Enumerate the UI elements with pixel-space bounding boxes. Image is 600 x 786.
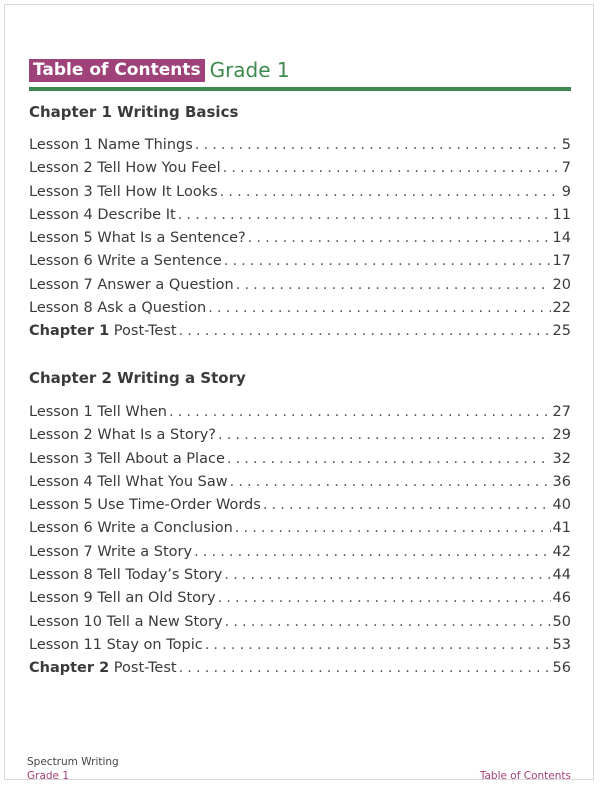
footer-section-name: Table of Contents: [479, 770, 571, 782]
leader-dots: [218, 424, 551, 447]
entry-title: Lesson 8 Ask a Question: [29, 300, 207, 317]
entry-page: 46: [552, 590, 571, 607]
leader-dots: [230, 471, 551, 494]
chapter-2-entries: [29, 401, 571, 681]
chapter-label: Chapter 2: [29, 660, 110, 677]
entry-page: 42: [552, 543, 571, 560]
entry-page: 9: [561, 183, 571, 200]
posttest-label: Post-Test: [109, 323, 177, 340]
entry-page: 20: [552, 276, 571, 293]
leader-dots: [223, 157, 560, 180]
entry-title: Lesson 6 Write a Conclusion: [29, 520, 233, 537]
toc-entry: [29, 424, 571, 447]
entry-page: 41: [552, 520, 571, 537]
toc-title-box: Table of Contents: [29, 59, 205, 82]
entry-page: 7: [561, 160, 571, 177]
entry-title: Lesson 4 Tell What You Saw: [29, 473, 228, 490]
toc-entry: [29, 134, 571, 157]
entry-title: Lesson 3 Tell How It Looks: [29, 183, 218, 200]
entry-page: 40: [552, 497, 571, 514]
chapter-label: Chapter 1: [29, 323, 110, 340]
leader-dots: [178, 204, 551, 227]
entry-page: 14: [552, 230, 571, 247]
leader-dots: [179, 320, 551, 343]
entry-title: Lesson 7 Answer a Question: [29, 276, 234, 293]
entry-title: Lesson 4 Describe It: [29, 206, 176, 223]
entry-title: Lesson 1 Name Things: [29, 137, 193, 153]
entry-title: Lesson 2 Tell How You Feel: [29, 160, 221, 177]
entry-page: 25: [552, 323, 571, 340]
entry-page: 50: [552, 613, 571, 630]
leader-dots: [248, 227, 551, 250]
toc-entry: [29, 181, 571, 204]
toc-entry: [29, 611, 571, 634]
footer-grade: Grade 1: [27, 770, 70, 782]
entry-title: [29, 657, 177, 680]
entry-title: Lesson 2 What Is a Story?: [29, 427, 216, 444]
leader-dots: [208, 297, 550, 320]
toc-entry: [29, 587, 571, 610]
toc-entry: [29, 634, 571, 657]
chapter-1-heading: Chapter 1 Writing Basics: [29, 103, 239, 121]
toc-entry: [29, 448, 571, 471]
chapter-2-heading: Chapter 2 Writing a Story: [29, 369, 246, 387]
entry-title: Lesson 3 Tell About a Place: [29, 450, 225, 467]
leader-dots: [179, 657, 551, 680]
toc-entry: [29, 541, 571, 564]
entry-title: Lesson 9 Tell an Old Story: [29, 590, 216, 607]
grade-label: Grade 1: [209, 58, 290, 82]
leader-dots: [263, 494, 551, 517]
toc-entry: [29, 471, 571, 494]
entry-page: 17: [552, 253, 571, 270]
posttest-label: Post-Test: [109, 660, 177, 677]
entry-title: Lesson 1 Tell When: [29, 404, 167, 420]
entry-title: Lesson 5 Use Time-Order Words: [29, 497, 261, 514]
entry-title: Lesson 10 Tell a New Story: [29, 613, 223, 630]
header-rule: [29, 87, 571, 91]
entry-page: 11: [552, 206, 571, 223]
page-header: [29, 58, 290, 82]
leader-dots: [236, 274, 551, 297]
toc-entry: [29, 564, 571, 587]
toc-entry: [29, 157, 571, 180]
leader-dots: [235, 517, 551, 540]
leader-dots: [195, 134, 560, 157]
leader-dots: [224, 564, 550, 587]
entry-title: Lesson 5 What Is a Sentence?: [29, 230, 246, 247]
leader-dots: [194, 541, 550, 564]
entry-page: 22: [552, 300, 571, 317]
entry-title: Lesson 11 Stay on Topic: [29, 636, 203, 653]
toc-entry: [29, 494, 571, 517]
entry-title: Lesson 6 Write a Sentence: [29, 253, 222, 270]
entry-page: 53: [552, 636, 571, 653]
entry-page: 56: [552, 660, 571, 677]
leader-dots: [225, 611, 551, 634]
leader-dots: [205, 634, 551, 657]
leader-dots: [169, 401, 551, 424]
toc-posttest-entry: [29, 657, 571, 680]
footer-series-name: Spectrum Writing: [27, 756, 119, 768]
toc-entry: [29, 274, 571, 297]
entry-page: 27: [552, 404, 571, 420]
leader-dots: [224, 250, 551, 273]
entry-page: 5: [561, 137, 571, 153]
toc-entry: [29, 250, 571, 273]
entry-title: Lesson 8 Tell Today’s Story: [29, 567, 223, 584]
entry-page: 32: [552, 450, 571, 467]
entry-page: 44: [552, 567, 571, 584]
chapter-1-entries: [29, 134, 571, 344]
leader-dots: [220, 181, 560, 204]
toc-entry: [29, 204, 571, 227]
toc-entry: [29, 401, 571, 424]
toc-entry: [29, 227, 571, 250]
entry-page: 36: [552, 473, 571, 490]
entry-page: 29: [552, 427, 571, 444]
leader-dots: [218, 587, 551, 610]
entry-title: [29, 320, 177, 343]
toc-entry: [29, 517, 571, 540]
entry-title: Lesson 7 Write a Story: [29, 543, 193, 560]
toc-entry: [29, 297, 571, 320]
toc-posttest-entry: [29, 320, 571, 343]
leader-dots: [227, 448, 551, 471]
